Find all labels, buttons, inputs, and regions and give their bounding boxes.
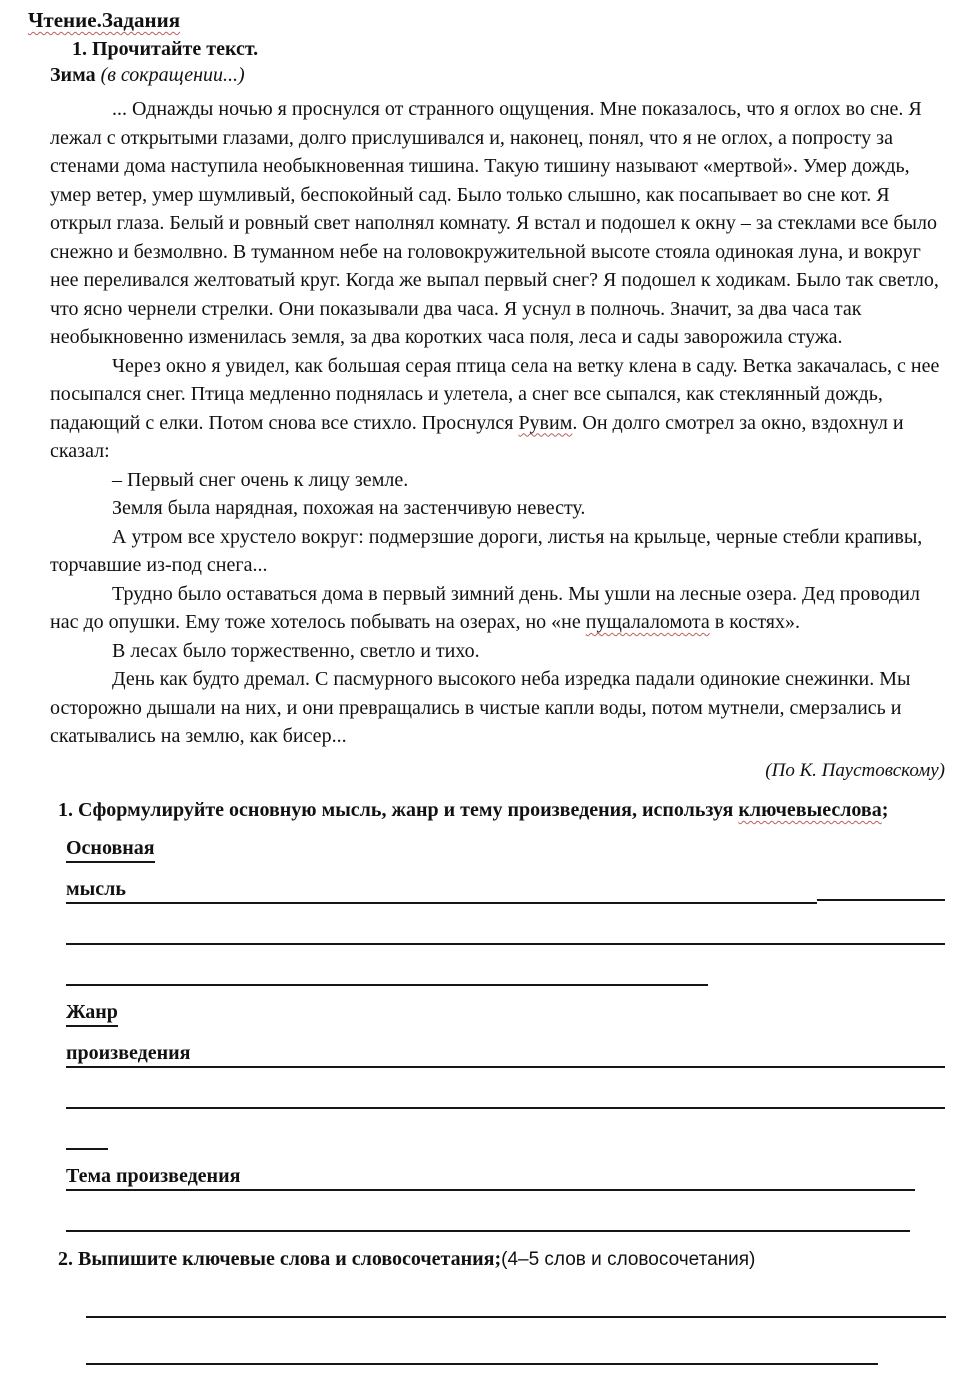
paragraph	[50, 95, 945, 352]
paragraph	[50, 523, 945, 580]
read-text-instruction: 1. Прочитайте текст.	[72, 38, 259, 60]
genre-answer-line[interactable]	[190, 1025, 945, 1068]
main-idea-label-2: мысль	[66, 878, 126, 904]
task1-heading	[58, 799, 945, 822]
text-segment: . Он долго смотрел за окно, вздохнул и сказал:	[50, 411, 904, 462]
misspelled-word: пущалаломота	[585, 611, 710, 633]
text-segment: Земля была нарядная, похожая на застенчивую невесту.	[112, 497, 586, 519]
task1-prompt-tail: ;	[881, 799, 889, 821]
task2-answer-area	[86, 1271, 945, 1365]
paragraph	[50, 665, 945, 751]
reading-paragraphs	[50, 95, 945, 751]
text-title: Зима	[50, 64, 96, 86]
text-title-line	[50, 64, 945, 87]
main-idea-answer-line-3[interactable]	[66, 945, 708, 986]
text-segment: – Первый снег очень к лицу земле.	[112, 468, 409, 491]
genre-label-2: произведения	[66, 1042, 190, 1068]
theme-line-right-gap	[915, 1150, 945, 1191]
page-title: Чтение.Задания	[28, 8, 181, 32]
genre-label-row	[66, 986, 945, 1027]
main-idea-label-1: Основная	[66, 837, 155, 863]
theme-answer-line[interactable]	[240, 1148, 915, 1191]
task1-misspelled-word: ключевыеслова	[738, 799, 882, 821]
text-segment: А утром все хрустело вокруг: подмерзшие дороги, листья на крыльце, черные стебли крапивы, торчавшие из-под снега...	[50, 525, 923, 576]
text-segment: Трудно было оставаться дома в первый зимний день. Мы ушли на лесные озера. Дед проводил нас до опушки. Ему тоже хотелось побывать на озерах, но «не	[50, 582, 920, 633]
task1-fields	[66, 822, 945, 1232]
main-idea-answer-line-tail[interactable]	[817, 858, 945, 901]
paragraph	[50, 352, 945, 466]
paragraph	[50, 494, 945, 523]
text-segment: в костях».	[709, 611, 800, 633]
author-attribution: (По К. Паустовскому)	[765, 759, 945, 781]
genre-answer-row	[66, 1027, 945, 1068]
task2-answer-line-2[interactable]	[86, 1318, 878, 1365]
doc-header	[28, 8, 945, 87]
task2-number: 2.	[58, 1248, 73, 1270]
task2-heading	[58, 1248, 945, 1271]
text-segment: ... Однажды ночью я проснулся от странного ощущения. Мне показалось, что я оглох во сне. Я лежал с открытыми глазами, долго прислушивался и, наконец, понял, что я не оглох, а попросту за стенами дома наступила необыкновенная тишина. Такую тишину называют «мертвой». Умер дождь, умер ветер, умер шумливый, беспокойный сад. Было только слышно, как посапывает во сне кот. Я открыл глаза. Белый и ровный свет наполнял комнату. Я встал и подошел к окну – за стеклами все было снежно и безмолвно. В туманном небе на головокружительной высоте стояла одинокая луна, и вокруг нее переливался желтоватый круг. Когда же выпал первый снег? Я подошел к ходикам. Было так светло, что ясно чернели стрелки. Они показывали два часа. Я уснул в полночь. Значит, за два часа так необыкновенно изменилась земля, за два коротких часа поля, леса и сады заворожила стужа.	[50, 98, 939, 348]
main-idea-answer-line[interactable]	[126, 861, 817, 904]
task2-section	[50, 1248, 945, 1365]
theme-answer-line-2[interactable]	[66, 1191, 910, 1232]
genre-answer-line-2[interactable]	[66, 1068, 945, 1109]
task2-answer-line-1[interactable]	[86, 1271, 946, 1318]
text-subtitle: (в сокращении...)	[100, 64, 245, 86]
genre-label-1: Жанр	[66, 1001, 118, 1027]
theme-answer-row	[66, 1150, 945, 1191]
task2-note: (4–5 слов и словосочетания)	[501, 1249, 756, 1270]
paragraph	[50, 580, 945, 637]
text-segment: День как будто дремал. С пасмурного высокого неба изредка падали одинокие снежинки. Мы осторожно дышали на них, и они превращались в чистые капли воды, потом мутнели, смерзались и скатывались на землю, как бисер...	[50, 668, 911, 747]
paragraph	[50, 466, 945, 495]
paragraph	[50, 637, 945, 666]
reading-text	[50, 95, 945, 785]
genre-answer-line-3[interactable]	[66, 1109, 108, 1150]
text-segment: В лесах было торжественно, светло и тихо.	[112, 639, 480, 662]
misspelled-word: Рувим	[518, 411, 573, 434]
task1-section	[50, 799, 945, 1232]
theme-label: Тема произведения	[66, 1165, 240, 1191]
task1-prompt: Сформулируйте основную мысль, жанр и тему произведения, используя	[78, 799, 739, 821]
task2-prompt: Выпишите ключевые слова и словосочетания;	[78, 1248, 502, 1270]
task1-number: 1.	[58, 799, 73, 821]
text-segment: Через окно я увидел, как большая серая птица села на ветку клена в саду. Ветка закачалась, с нее посыпался снег. Птица медленно поднялась и улетела, а снег все сыпался, как стеклянный дождь, падающий с елки. Потом снова все стихло. Проснулся	[50, 354, 940, 434]
main-idea-answer-line-2[interactable]	[66, 904, 945, 945]
main-idea-label-row	[66, 822, 945, 863]
main-idea-answer-row	[66, 863, 945, 904]
